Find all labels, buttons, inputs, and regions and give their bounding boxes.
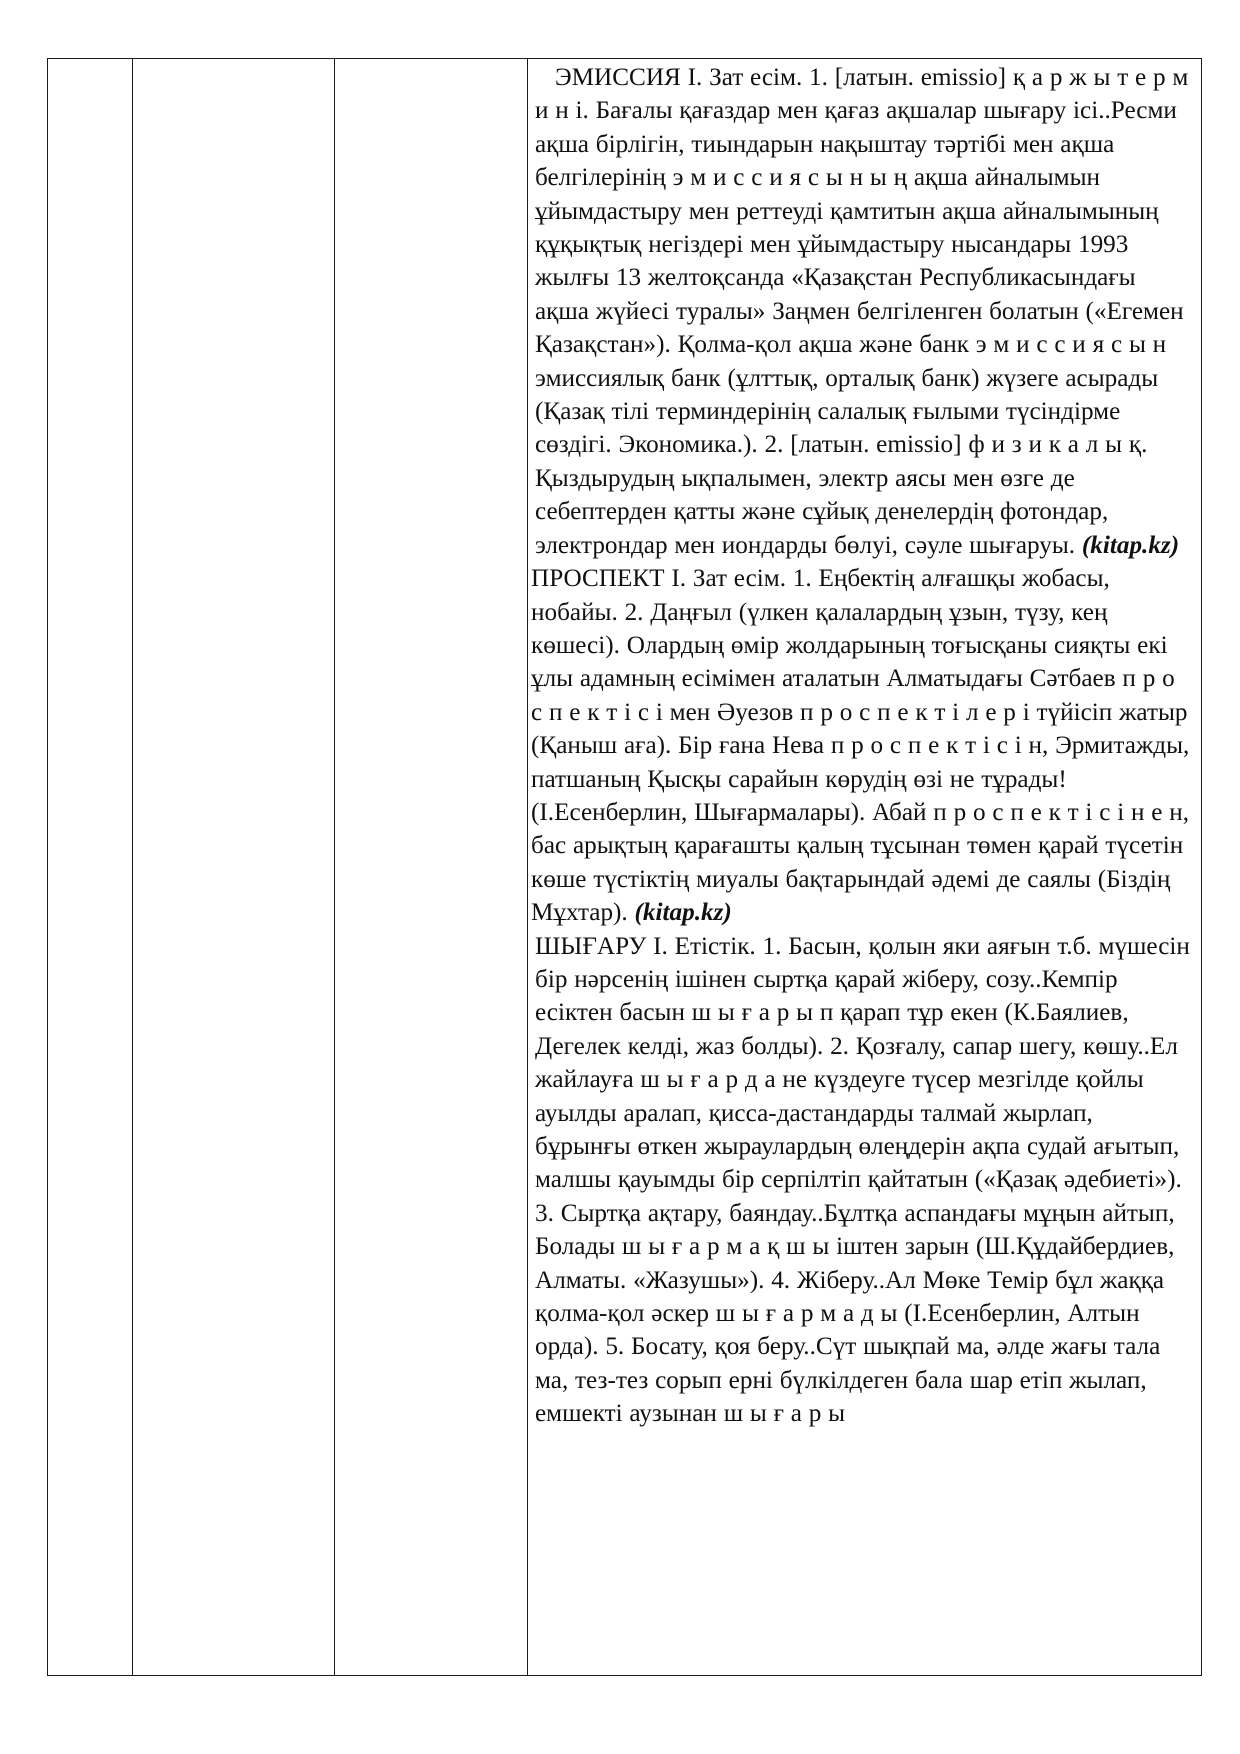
entry-emissiya — [535, 61, 1191, 562]
definitions-cell — [528, 59, 1202, 1676]
empty-cell-3 — [335, 59, 528, 1676]
table-row — [48, 59, 1202, 1676]
dictionary-table — [47, 58, 1202, 1676]
entry-source: (kitap.kz) — [634, 899, 732, 927]
entry-shygaru — [535, 930, 1191, 1431]
empty-cell-1 — [48, 59, 133, 1676]
entry-text: ШЫҒАРУ I. Етістік. 1. Басын, қолын яки аяғын т.б. мүшесін бір нәрсенің ішінен сыртқа қарай жіберу, созу..Кемпір есіктен басын ш ы ғ а р ы п қарап тұр екен (К.Баялиев, Дегелек келді, жаз болды). 2. Қозғалу, сапар шегу, көшу..Ел жайлауға ш ы ғ а р д а не күздеуге түсер мезгілде қойлы ауылды аралап, қисса-дастандарды талмай жырлап, бұрынғы өткен жыраулардың өлеңдерін ақпа судай ағытып, малшы қауымды бір серпілтіп қайтатын («Қазақ әдебиеті»). 3. Сыртқа ақтару, баяндау..Бұлтқа аспандағы мұңын айтып, Болады ш ы ғ а р м а қ ш ы іштен зарын (Ш.Құдайбердиев, Алматы. «Жазушы»). 4. Жіберу..Ал Мөке Темір бұл жаққа қолма-қол әскер ш ы ғ а р м а д ы (І.Есенберлин, Алтын орда). 5. Босату, қоя беру..Сүт шықпай ма, әлде жағы тала ма, тез-тез сорып ерні бүлкілдеген бала шар етіп жылап, емшекті аузынан ш ы ғ а р ы — [535, 932, 1190, 1428]
entry-source: (kitap.kz) — [1081, 531, 1180, 559]
definitions-content — [528, 59, 1201, 1675]
entry-text: ЭМИССИЯ I. Зат есім. 1. [латын. emissio] қ а р ж ы т е р м и н і. Бағалы қағаздар мен қағаз ақшалар шығару ісі..Ресми ақша бірлігін, тиындарын нақыштау тәртібі мен ақша белгілерінің э м и с с и я с ы н ы ң ақша айналымын ұйымдастыру мен реттеуді қамтитын ақша айналымының құқықтық негіздері мен ұйымдастыру нысандары 1993 жылғы 13 желтоқсанда «Қазақстан Республикасындағы ақша жүйесі туралы» Заңмен белгіленген болатын («Егемен Қазақстан»). Қолма-қол ақша және банк э м и с с и я с ы н эмиссиялық банк (ұлттық, орталық банк) жүзеге асырады (Қазақ тілі терминдерінің салалық ғылыми түсіндірме сөздігі. Экономика.). 2. [латын. emissio] ф и з и к а л ы қ. Қыздырудың ықпалымен, электр аясы мен өзге де себептерден қатты және сұйық денелердің фотондар, электрондар мен иондарды бөлуі, сәуле шығаруы. — [535, 64, 1189, 559]
entry-prospekt — [531, 562, 1191, 929]
entry-text: ПРОСПЕКТ I. Зат есім. 1. Еңбектің алғашқы жобасы, нобайы. 2. Даңғыл (үлкен қалалардың ұзын, түзу, кең көшесі). Олардың өмір жолдарының тоғысқаны сияқты екі ұлы адамның есімімен аталатын Алматыдағы Сәтбаев п р о с п е к т і с і мен Әуезов п р о с п е к т і л е р і түйісіп жатыр (Қаныш аға). Бір ғана Нева п р о с п е к т і с і н, Эрмитажды, патшаның Қысқы сарайын көрудің өзі не тұрады! (І.Есенберлин, Шығармалары). Абай п р о с п е к т і с і н е н, бас арықтың қарағашты қалың тұсынан төмен қарай түсетін көше түстіктің миуалы бақтарындай әдемі де саялы (Біздің Мұхтар). — [531, 565, 1190, 927]
empty-cell-2 — [133, 59, 335, 1676]
